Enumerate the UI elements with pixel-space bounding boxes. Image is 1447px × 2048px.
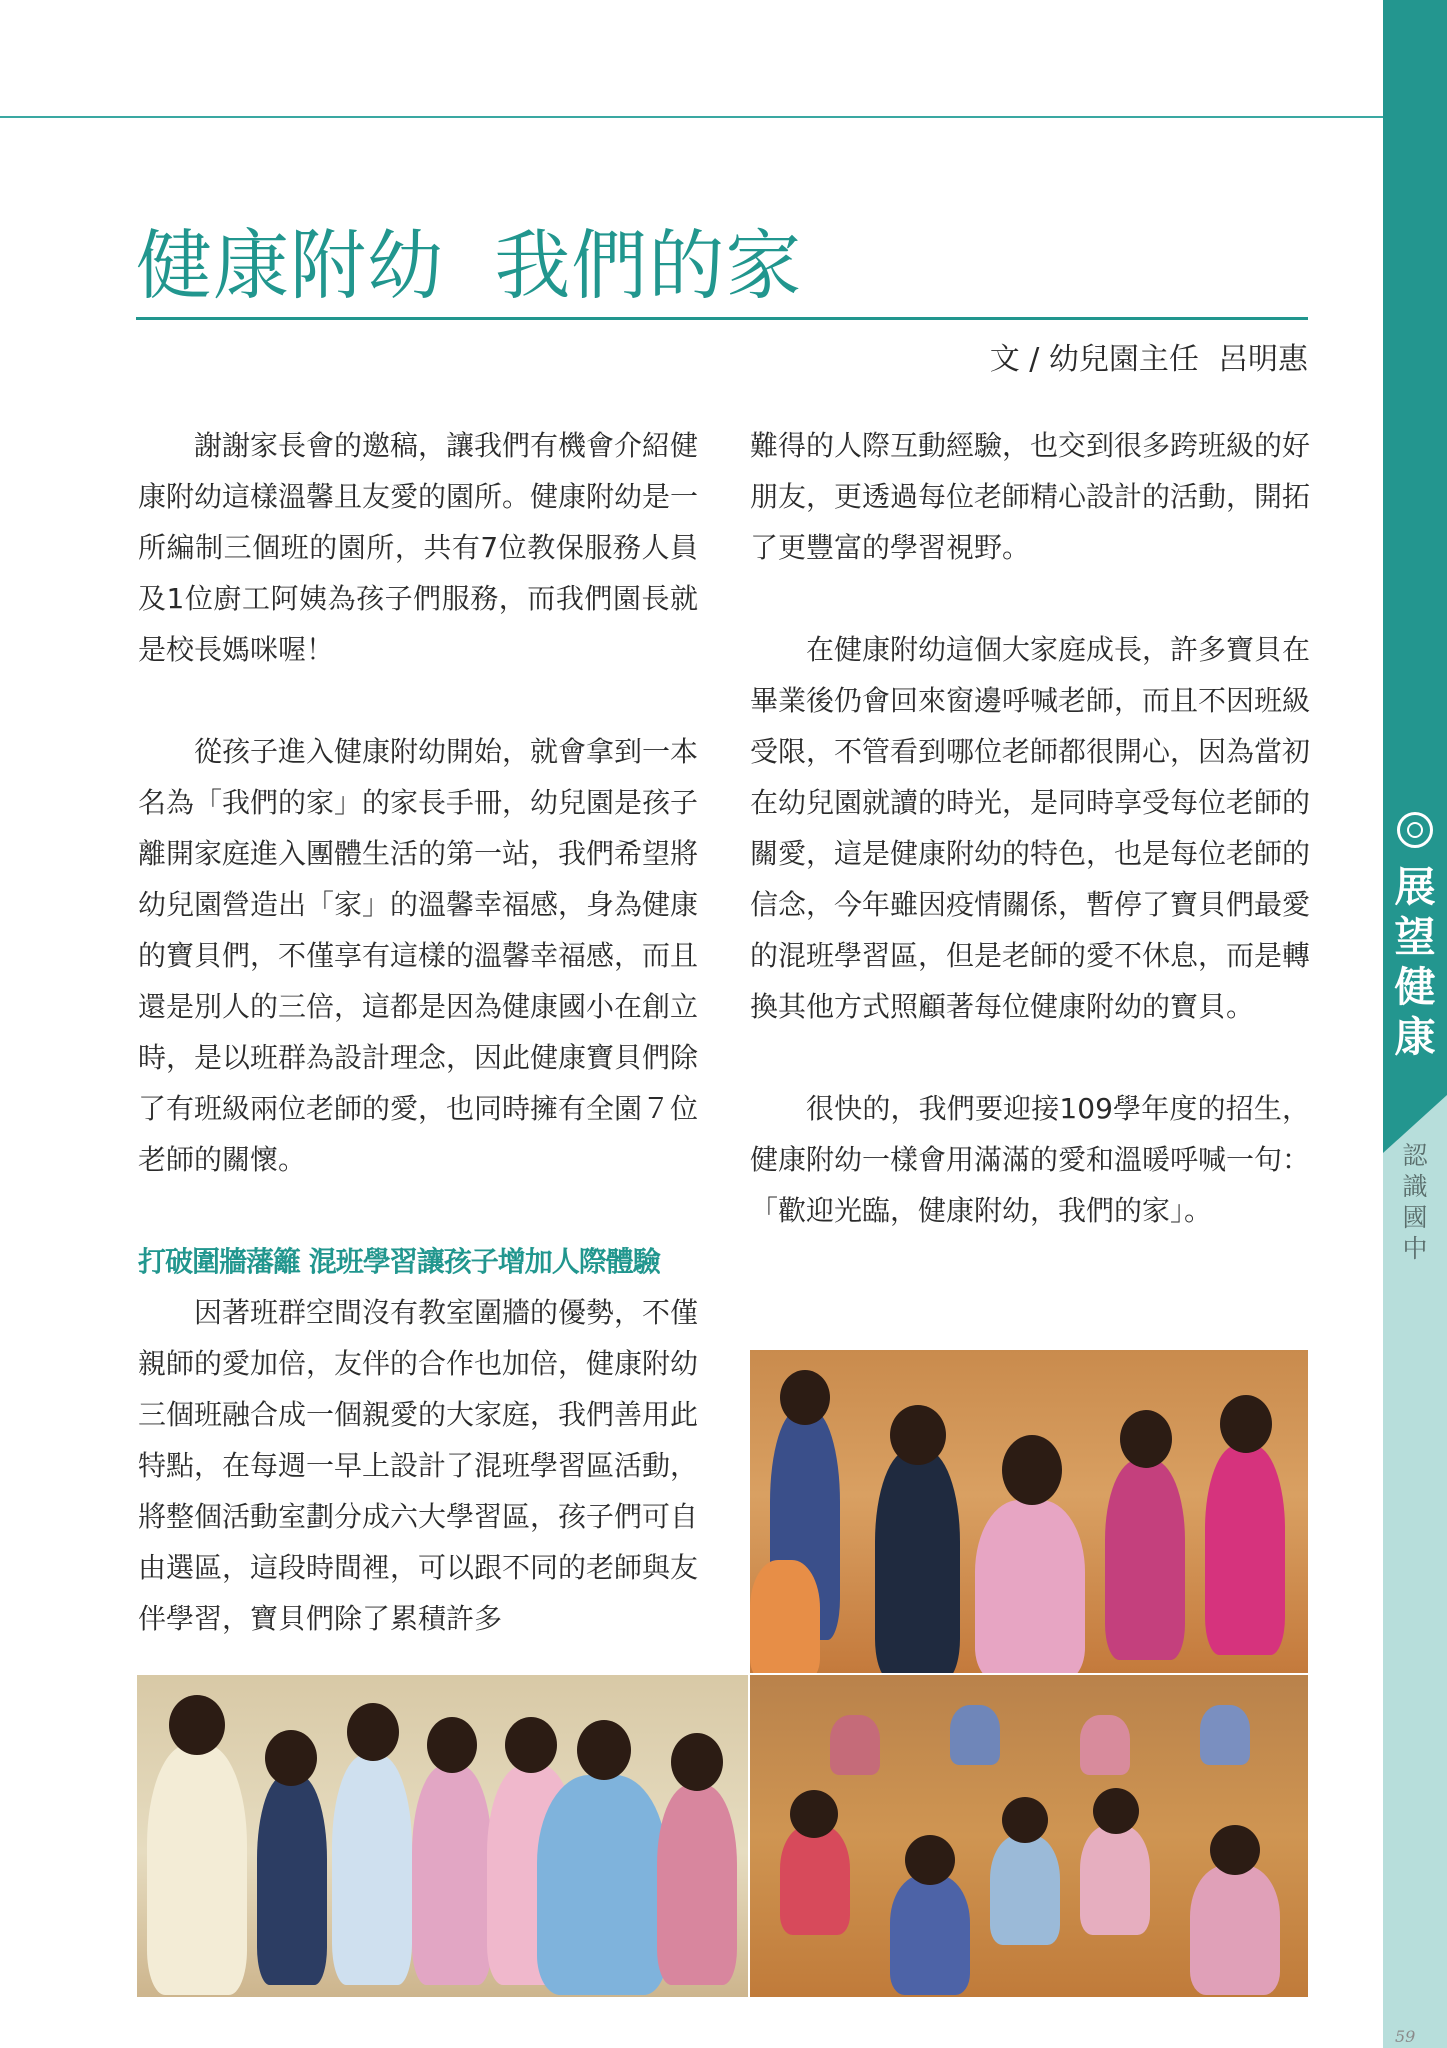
sidebar-subsection-char: 國 <box>1402 1203 1428 1232</box>
photo-children-costumes <box>137 1675 748 1997</box>
sidebar-section-char: 望 <box>1394 913 1436 961</box>
title-underline <box>136 317 1308 320</box>
author-byline: 文 / 幼兒園主任 呂明惠 <box>989 342 1308 377</box>
section-sidebar <box>1383 0 1447 2048</box>
sidebar-section-char: 康 <box>1394 1013 1436 1061</box>
sidebar-section-char: 健 <box>1394 963 1436 1011</box>
sidebar-subsection-char: 中 <box>1402 1234 1428 1263</box>
article-paragraph: 難得的人際互動經驗，也交到很多跨班級的好朋友，更透過每位老師精心設計的活動，開拓了更豐富的學習視野。 <box>750 429 1311 564</box>
article-paragraph: 從孩子進入健康附幼開始，就會拿到一本名為「我們的家」的家長手冊，幼兒園是孩子離開家庭進入團體生活的第一站，我們希望將幼兒園營造出「家」的溫馨幸福感，身為健康的寶貝們，不僅享有這樣的溫馨幸福感，而且還是別人的三倍，這都是因為健康國小在創立時，是以班群為設計理念，因此健康寶貝們除了有班級兩位老師的愛，也同時擁有全園７位老師的關懷。 <box>138 735 699 1176</box>
page-title: 健康附幼 我們的家 <box>136 221 803 310</box>
sidebar-section-title <box>1383 862 1447 1062</box>
photo-children-sitting <box>750 1675 1308 1997</box>
article-left-column <box>138 420 698 1644</box>
article-paragraph: 在健康附幼這個大家庭成長，許多寶貝在畢業後仍會回來窗邊呼喊老師，而且不因班級受限，不管看到哪位老師都很開心，因為當初在幼兒園就讀的時光，是同時享受每位老師的關愛，這是健康附幼的特色，也是每位老師的信念，今年雖因疫情關係，暫停了寶貝們最愛的混班學習區，但是老師的愛不休息，而是轉換其他方式照顧著每位健康附幼的寶貝。 <box>750 633 1311 1023</box>
school-emblem-icon <box>1397 812 1433 848</box>
sidebar-subsection-title <box>1383 1140 1447 1264</box>
photo-children-dancing <box>750 1350 1308 1673</box>
page-number: 59 <box>1395 2027 1416 2046</box>
sidebar-section-char: 展 <box>1394 863 1436 911</box>
article-right-column <box>750 420 1310 1236</box>
section-subheading: 打破圍牆藩籬 混班學習讓孩子增加人際體驗 <box>138 1245 660 1278</box>
sidebar-subsection-char: 認 <box>1402 1141 1428 1170</box>
article-paragraph: 因著班群空間沒有教室圍牆的優勢，不僅親師的愛加倍，友伴的合作也加倍，健康附幼三個班融合成一個親愛的大家庭，我們善用此特點，在每週一早上設計了混班學習區活動，將整個活動室劃分成六大學習區，孩子們可自由選區，這段時間裡，可以跟不同的老師與友伴學習，寶貝們除了累積許多 <box>138 1296 699 1635</box>
article-paragraph: 很快的，我們要迎接109學年度的招生，健康附幼一樣會用滿滿的愛和溫暖呼喊一句：「歡迎光臨，健康附幼，我們的家」。 <box>750 1092 1311 1227</box>
article-paragraph: 謝謝家長會的邀稿，讓我們有機會介紹健康附幼這樣溫馨且友愛的園所。健康附幼是一所編制三個班的園所，共有7位教保服務人員及1位廚工阿姨為孩子們服務，而我們園長就是校長媽咪喔！ <box>138 429 699 666</box>
sidebar-subsection-char: 識 <box>1402 1172 1428 1201</box>
top-rule <box>0 116 1383 118</box>
